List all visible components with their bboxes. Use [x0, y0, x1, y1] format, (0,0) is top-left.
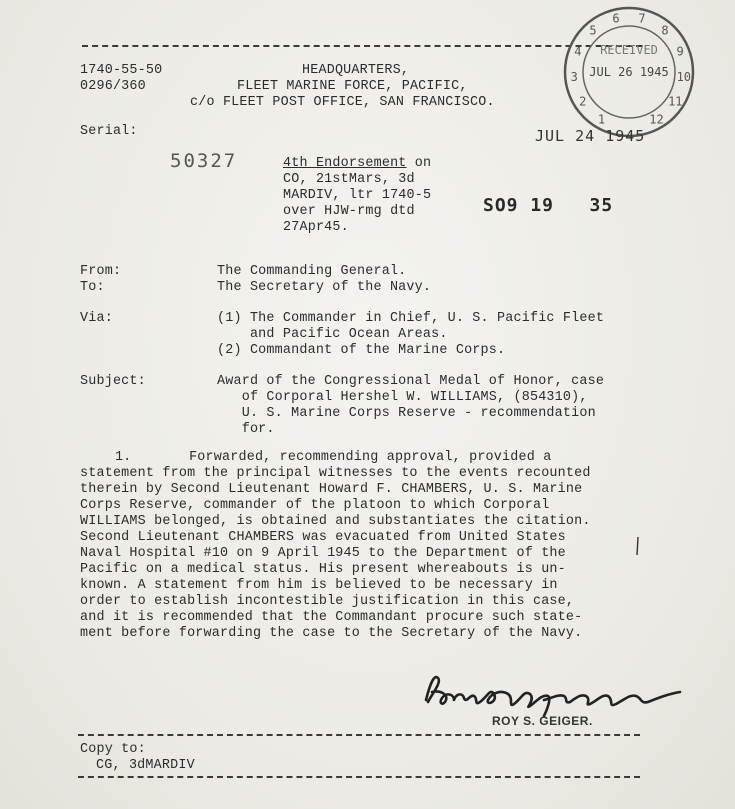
body-line: Pacific on a medical status. His present whereabouts is un- — [80, 562, 566, 577]
subject-line-2: of Corporal Hershel W. WILLIAMS, (854310), — [217, 390, 588, 405]
copy-label: Copy to: — [80, 742, 146, 757]
top-divider — [82, 45, 642, 47]
stamp-digit: 4 — [574, 44, 582, 59]
body-line: statement from the principal witnesses to the events recounted — [80, 466, 591, 481]
via-item-2: (2) Commandant of the Marine Corps. — [217, 343, 506, 358]
signatory-name: ROY S. GEIGER. — [492, 714, 593, 728]
stamp-digit: 1 — [597, 112, 606, 127]
subject-label: Subject: — [80, 374, 146, 389]
hq-line-3: c/o FLEET POST OFFICE, SAN FRANCISCO. — [190, 95, 495, 110]
stamp-digit: 3 — [570, 70, 578, 85]
body-line: order to establish incontestible justification in this case, — [80, 594, 575, 609]
bottom-divider — [78, 776, 640, 778]
via-label: Via: — [80, 311, 113, 326]
received-date: JUL 26 1945 — [589, 65, 669, 79]
stamp-digit: 12 — [649, 112, 664, 127]
routing-code: SO9 19 35 — [483, 195, 614, 216]
stamp-digit: 8 — [661, 23, 669, 38]
stamp-digit: 7 — [638, 11, 646, 26]
signature-image — [418, 664, 694, 718]
file-code-1: 1740-55-50 — [80, 63, 163, 78]
subject-line-1: Award of the Congressional Medal of Honor, case — [217, 374, 605, 389]
received-stamp — [559, 2, 699, 142]
subject-line-3: U. S. Marine Corps Reserve - recommendation — [217, 406, 596, 421]
stamp-digit: 9 — [676, 44, 684, 59]
endorsement-line-5: 27Apr45. — [283, 220, 349, 235]
lower-divider — [78, 734, 640, 736]
to-value: The Secretary of the Navy. — [217, 280, 432, 295]
body-line: Naval Hospital #10 on 9 April 1945 to the Department of the — [80, 546, 566, 561]
stamp-digit: 6 — [612, 11, 620, 26]
body-line: therein by Second Lieutenant Howard F. CHAMBERS, U. S. Marine — [80, 482, 583, 497]
serial-label: Serial: — [80, 124, 138, 139]
date-stamp: JUL 24 1945 — [535, 127, 646, 145]
file-code-2: 0296/360 — [80, 79, 146, 94]
to-label: To: — [80, 280, 105, 295]
body-line: Corps Reserve, commander of the platoon to which Corporal — [80, 498, 550, 513]
body-line: known. A statement from him is believed to be necessary in — [80, 578, 558, 593]
received-label: RECEIVED — [600, 43, 658, 57]
stamp-digit: 11 — [668, 94, 683, 109]
via-item-1a: (1) The Commander in Chief, U. S. Pacific Fleet — [217, 311, 605, 326]
body-line: and it is recommended that the Commandant procure such state- — [80, 610, 583, 625]
endorsement-line-1-rest: on — [406, 156, 432, 171]
endorsement-line-3: MARDIV, ltr 1740-5 — [283, 188, 432, 203]
endorsement-title: 4th Endorsement — [283, 156, 407, 171]
from-label: From: — [80, 264, 122, 279]
body-line: ment before forwarding the case to the Secretary of the Navy. — [80, 626, 583, 641]
margin-mark — [634, 536, 642, 556]
copy-value: CG, 3dMARDIV — [96, 758, 195, 773]
stamp-digit: 5 — [589, 23, 597, 38]
stamp-digit: 2 — [579, 94, 587, 109]
endorsement-line-2: CO, 21stMars, 3d — [283, 172, 415, 187]
stamp-digit: 10 — [676, 70, 692, 85]
hq-line-2: FLEET MARINE FORCE, PACIFIC, — [237, 79, 468, 94]
subject-line-4: for. — [217, 422, 275, 437]
serial-number: 50327 — [170, 150, 238, 172]
endorsement-line-1 — [283, 156, 431, 171]
body-line: 1. Forwarded, recommending approval, provided a — [82, 450, 552, 465]
body-line: WILLIAMS belonged, is obtained and substantiates the citation. — [80, 514, 591, 529]
body-line: Second Lieutenant CHAMBERS was evacuated from United States — [80, 530, 566, 545]
via-item-1b: and Pacific Ocean Areas. — [217, 327, 448, 342]
hq-line-1: HEADQUARTERS, — [302, 63, 410, 78]
endorsement-line-4: over HJW-rmg dtd — [283, 204, 415, 219]
from-value: The Commanding General. — [217, 264, 407, 279]
